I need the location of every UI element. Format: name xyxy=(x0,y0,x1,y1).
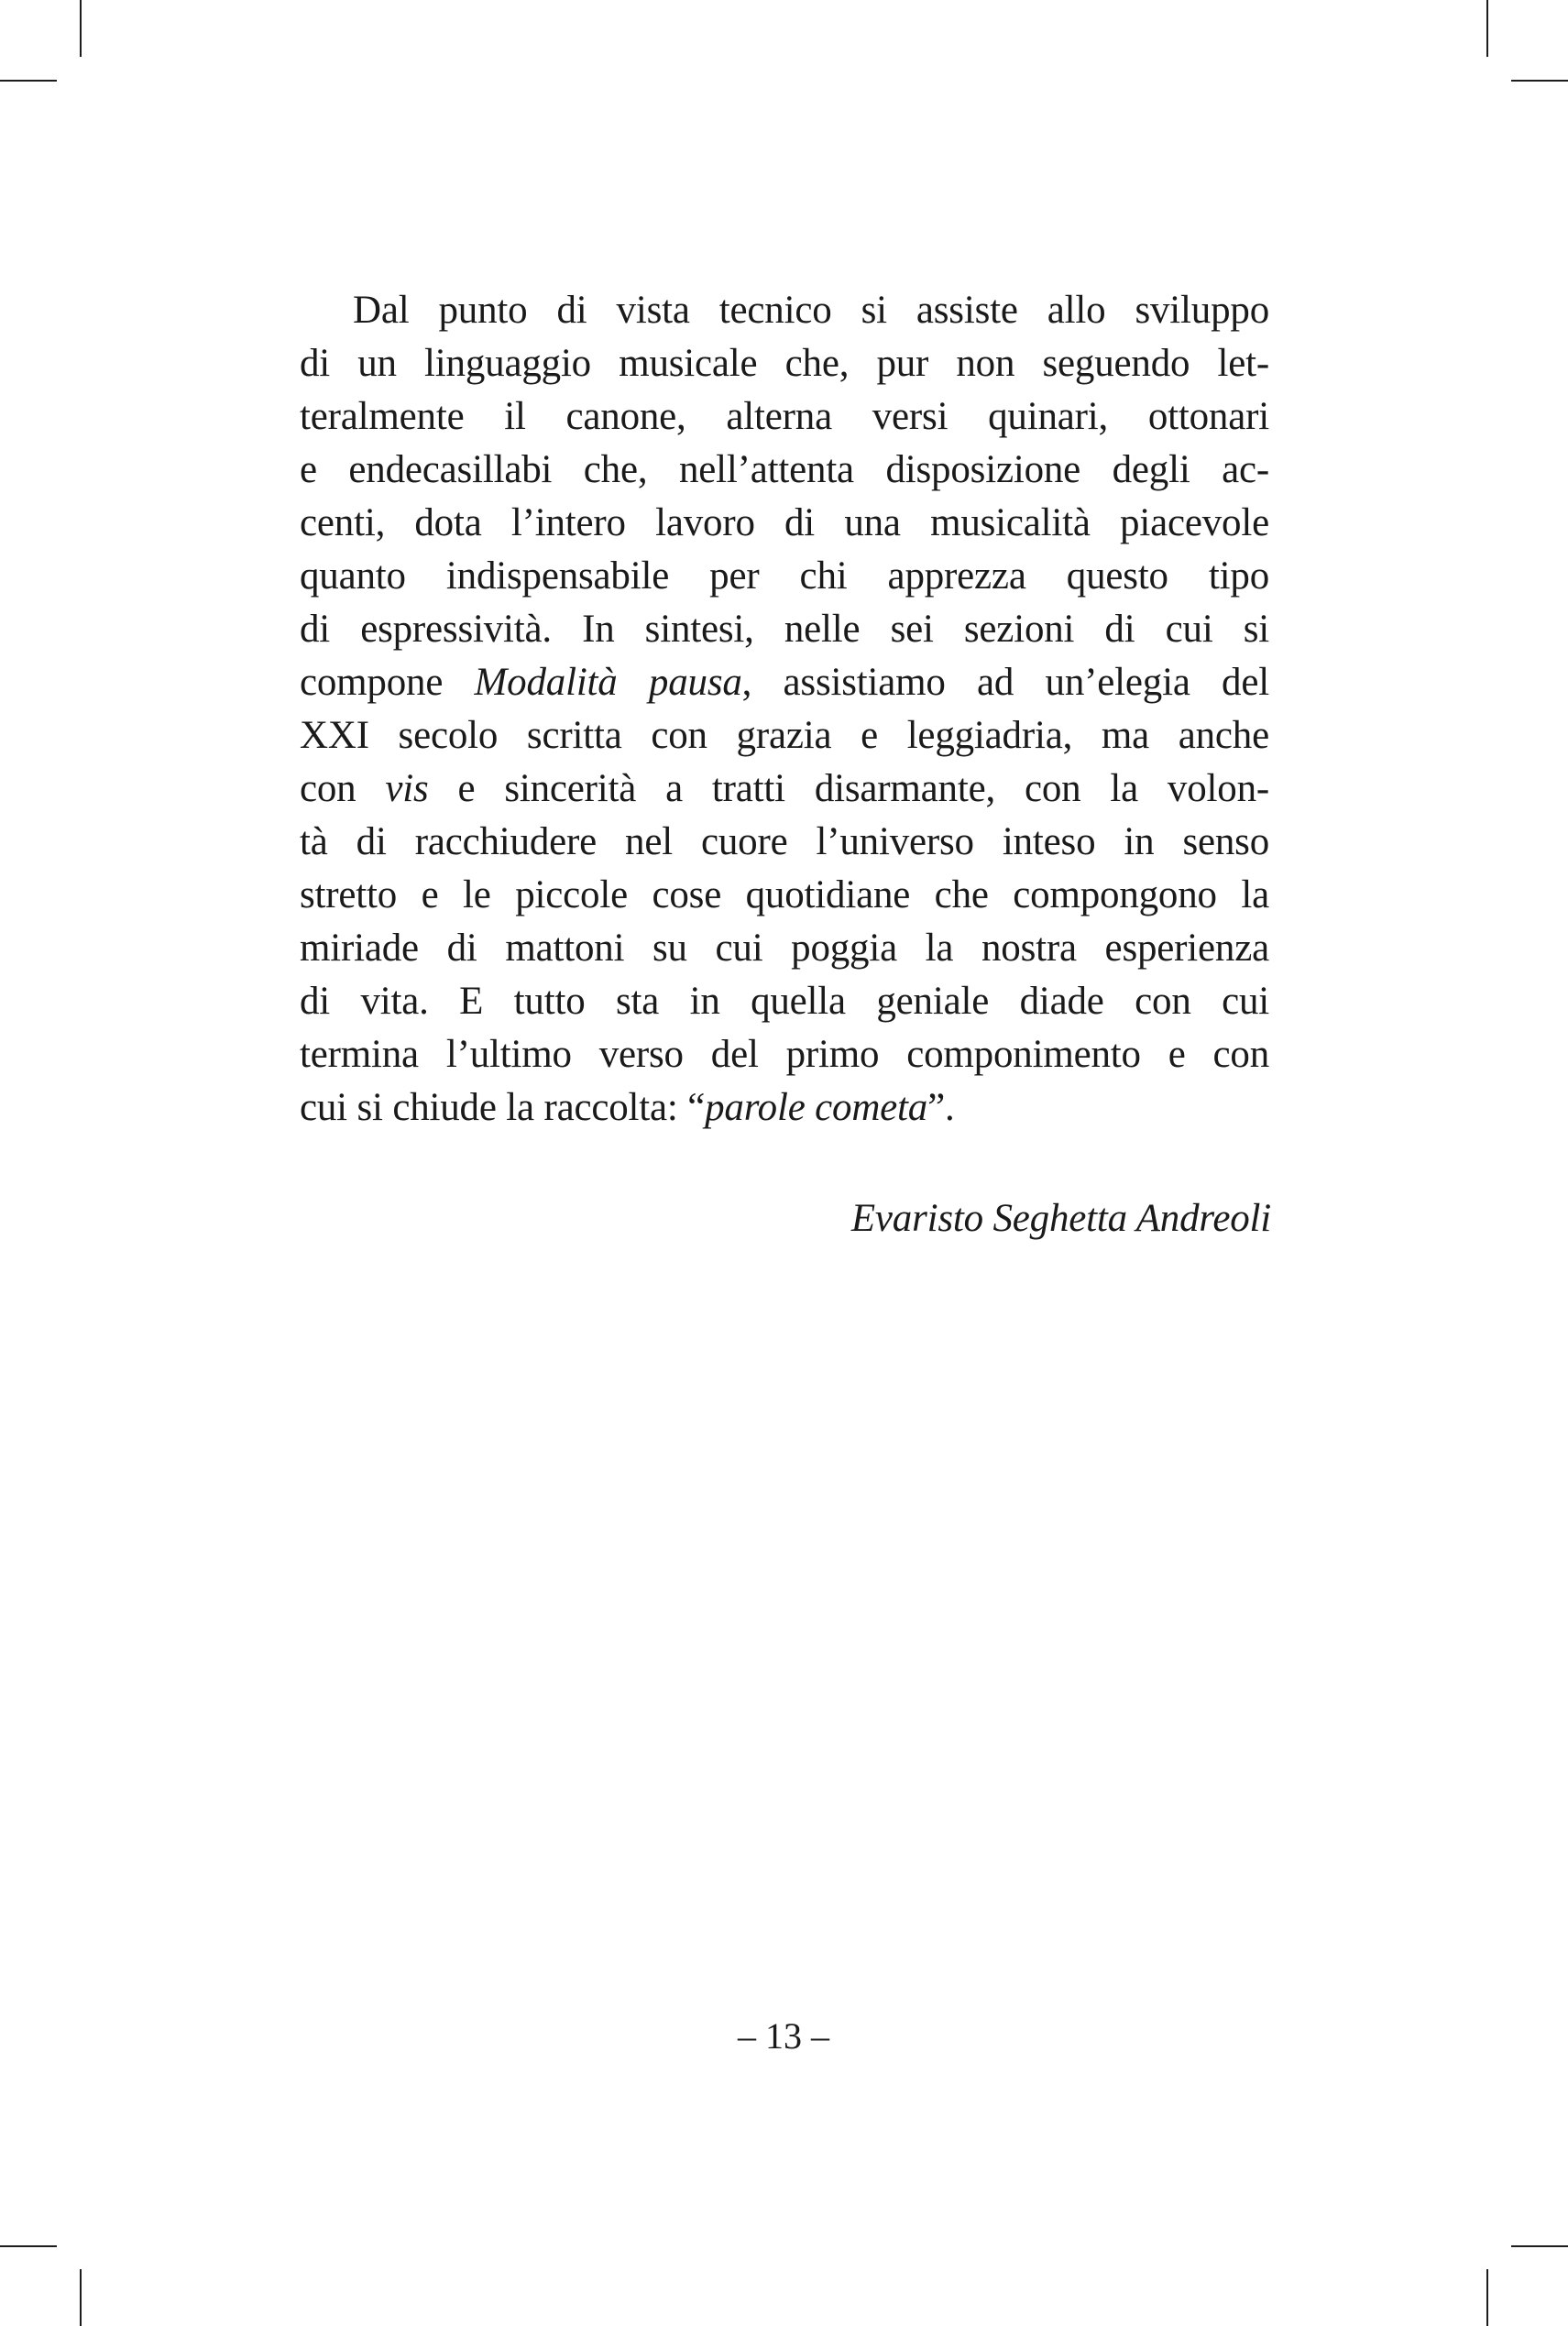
paragraph-line xyxy=(300,869,1269,922)
paragraph-line xyxy=(300,284,1269,337)
crop-mark-top-right-vertical xyxy=(1486,0,1488,57)
crop-mark-bottom-left-horizontal xyxy=(0,2245,57,2247)
text-run: compone xyxy=(300,661,475,704)
text-run: con xyxy=(300,767,386,810)
italic-text-run: vis xyxy=(385,767,429,810)
text-run: stretto e le piccole cose quotidiane che compongono la xyxy=(300,873,1269,916)
text-run: centi, dota l’intero lavoro di una musicalità piacevole xyxy=(300,501,1269,544)
crop-mark-top-left-horizontal xyxy=(0,80,57,82)
italic-text-run: parole cometa xyxy=(705,1086,928,1129)
crop-mark-bottom-left-vertical xyxy=(80,2269,82,2326)
paragraph-line xyxy=(300,337,1269,390)
paragraph-line xyxy=(300,816,1269,869)
paragraph-line xyxy=(300,975,1269,1028)
text-run: tà di racchiudere nel cuore l’universo inteso in senso xyxy=(300,820,1269,863)
text-run: Dal punto di vista tecnico si assiste allo sviluppo xyxy=(353,289,1269,332)
crop-mark-top-right-horizontal xyxy=(1511,80,1568,82)
paragraph-line xyxy=(300,709,1269,763)
text-run: XXI secolo scritta con grazia e leggiadria, ma anche xyxy=(300,714,1269,757)
text-run: ”. xyxy=(927,1086,955,1129)
paragraph-line xyxy=(300,390,1269,444)
paragraph-line xyxy=(300,444,1269,497)
text-run: termina l’ultimo verso del primo componimento e con xyxy=(300,1033,1269,1076)
paragraph-line xyxy=(300,497,1269,550)
paragraph-line xyxy=(300,763,1269,816)
paragraph xyxy=(300,284,1269,1135)
author-signature: Evaristo Seghetta Andreoli xyxy=(850,1197,1271,1240)
paragraph-line xyxy=(300,603,1269,656)
paragraph-line xyxy=(300,1028,1269,1081)
text-run: miriade di mattoni su cui poggia la nostra esperienza xyxy=(300,927,1269,970)
paragraph-line xyxy=(300,922,1269,975)
text-run: quanto indispensabile per chi apprezza questo tipo xyxy=(300,554,1269,598)
text-run: di espressività. In sintesi, nelle sei sezioni di cui si xyxy=(300,608,1269,651)
text-run: di un linguaggio musicale che, pur non seguendo let- xyxy=(300,342,1269,385)
text-run: , assistiamo ad un’elegia del xyxy=(741,661,1269,704)
paragraph-line xyxy=(300,550,1269,603)
crop-mark-bottom-right-vertical xyxy=(1486,2269,1488,2326)
page-number: – 13 – xyxy=(738,2015,829,2057)
text-run: e endecasillabi che, nell’attenta disposizione degli ac- xyxy=(300,448,1269,491)
crop-mark-bottom-right-horizontal xyxy=(1511,2245,1568,2247)
paragraph-line xyxy=(300,1081,1269,1135)
text-run: cui si chiude la raccolta: “ xyxy=(300,1086,706,1129)
text-run: di vita. E tutto sta in quella geniale diade con cui xyxy=(300,980,1269,1023)
paragraph-line xyxy=(300,656,1269,709)
text-run: e sincerità a tratti disarmante, con la volon- xyxy=(428,767,1269,810)
crop-mark-top-left-vertical xyxy=(80,0,82,57)
text-run: teralmente il canone, alterna versi quinari, ottonari xyxy=(300,395,1269,438)
italic-text-run: Modalità pausa xyxy=(474,661,742,704)
